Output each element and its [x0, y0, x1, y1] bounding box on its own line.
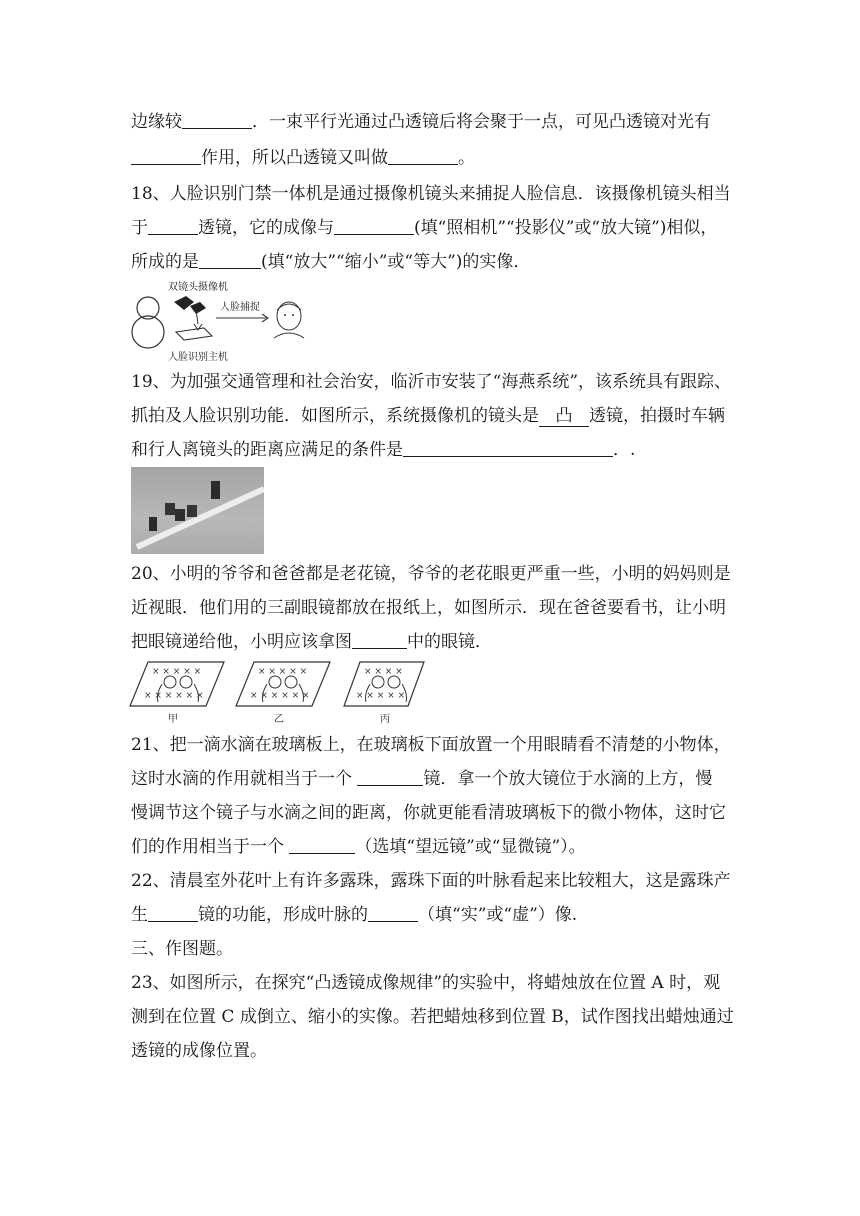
- text: 透镜，拍摄时车辆: [589, 406, 725, 426]
- answer-blank: [357, 768, 423, 786]
- q20-line-3: [131, 630, 492, 654]
- host-label: 人脸识别主机: [168, 352, 228, 363]
- text: 所成的是: [131, 252, 199, 272]
- svg-text:× × × × × ×: × × × × × ×: [144, 691, 204, 701]
- svg-text:× × × × ×: × × × × ×: [356, 691, 406, 701]
- svg-text:× × × × × ×: × × × × × ×: [250, 691, 310, 701]
- text: 作用，所以凸透镜又叫做: [201, 148, 388, 168]
- q19-line-2: [131, 404, 725, 428]
- svg-text:× × × × ×: × × × × ×: [152, 667, 202, 677]
- section-heading: 三、作图题。: [131, 939, 233, 959]
- answer-blank: [131, 147, 201, 165]
- text: 于: [131, 218, 148, 238]
- q21-line-4: [131, 835, 586, 859]
- glasses-yi: [236, 662, 330, 706]
- text: ．一束平行光通过凸透镜后将会聚于一点，可见凸透镜对光有: [252, 112, 711, 132]
- text: 边缘较: [131, 112, 182, 132]
- q17-line-2: [131, 146, 475, 170]
- traffic-camera-photo: [131, 467, 264, 554]
- q19-line-3: [131, 438, 635, 462]
- text: 镜．拿一个放大镜位于水滴的上方，慢: [423, 769, 713, 789]
- text: （选填“望远镜”或“显微镜”）。: [355, 837, 586, 857]
- q23-line-3: 透镜的成像位置。: [131, 1041, 267, 1061]
- answer-blank: [352, 631, 407, 649]
- answer-blank: [368, 904, 418, 922]
- glasses-jia: [130, 662, 224, 706]
- q23-line-1: 23、如图所示，在探究“凸透镜成像规律”的实验中，将蜡烛放在位置 A 时，观: [131, 973, 721, 993]
- answer-blank: [388, 147, 458, 165]
- traffic-camera-illustration: [131, 467, 264, 554]
- q19-line-1: 19、为加强交通管理和社会治安，临沂市安装了“海燕系统”，该系统具有跟踪、: [131, 372, 732, 392]
- text: 和行人离镜头的距离应满足的条件是: [131, 440, 403, 460]
- text: 抓拍及人脸识别功能．如图所示，系统摄像机的镜头是: [131, 406, 539, 426]
- answer-blank: [182, 111, 252, 129]
- text: 透镜，它的成像与: [198, 218, 334, 238]
- text: 镜的功能，形成叶脉的: [198, 905, 368, 925]
- face-recognition-diagram: [128, 280, 328, 360]
- q18-line-1: 18、人脸识别门禁一体机是通过摄像机镜头来捕捉人脸信息．该摄像机镜头相当: [131, 184, 731, 204]
- answer-blank: [148, 904, 198, 922]
- q18-line-2: [131, 216, 717, 240]
- text: 中的眼镜．: [407, 632, 492, 652]
- q21-line-3: 慢调节这个镜子与水滴之间的距离，你就更能看清玻璃板下的微小物体，这时它: [131, 803, 726, 823]
- answer-blank: [148, 217, 198, 235]
- svg-text:× × × × ×: × × × × ×: [258, 667, 308, 677]
- q17-line-1: [131, 110, 711, 134]
- q22-line-2: [131, 903, 577, 927]
- answer-blank: [334, 217, 414, 235]
- text: 们的作用相当于一个: [131, 837, 290, 857]
- answer-blank: [289, 836, 355, 854]
- capture-label: 人脸捕捉: [220, 302, 260, 313]
- glasses-figure: [128, 658, 428, 724]
- q18-line-3: [131, 250, 530, 274]
- text: 生: [131, 905, 148, 925]
- label-jia: 甲: [168, 714, 178, 725]
- text: ．.: [613, 440, 636, 460]
- q21-line-2: [131, 767, 712, 791]
- svg-text:× × × ×: × × × ×: [364, 667, 403, 677]
- answer-blank: [403, 439, 613, 457]
- text: 。: [458, 148, 475, 168]
- glasses-bing: [344, 662, 424, 706]
- q22-line-1: 22、清晨室外花叶上有许多露珠，露珠下面的叶脉看起来比较粗大，这是露珠产: [131, 871, 731, 891]
- q21-line-1: 21、把一滴水滴在玻璃板上，在玻璃板下面放置一个用眼睛看不清楚的小物体，: [131, 735, 731, 755]
- label-yi: 乙: [274, 714, 284, 725]
- filled-answer: 凸: [539, 404, 589, 427]
- face-recognition-figure: [128, 280, 328, 363]
- q23-line-2: 测到在位置 C 成倒立、缩小的实像。若把蜡烛移到位置 B，试作图找出蜡烛通过: [131, 1007, 734, 1027]
- q20-line-1: 20、小明的爷爷和爸爸都是老花镜，爷爷的老花眼更严重一些，小明的妈妈则是: [131, 564, 731, 584]
- answer-blank: [199, 251, 261, 269]
- camera-label: 双镜头摄像机: [168, 282, 228, 293]
- text: (填“放大”“缩小”或“等大”)的实像．: [261, 252, 531, 272]
- text: 把眼镜递给他，小明应该拿图: [131, 632, 352, 652]
- text: (填“照相机”“投影仪”或“放大镜”)相似，: [414, 218, 718, 238]
- label-bing: 丙: [380, 714, 390, 725]
- text: （填“实”或“虚”）像.: [418, 905, 578, 925]
- q20-line-2: 近视眼．他们用的三副眼镜都放在报纸上，如图所示．现在爸爸要看书，让小明: [131, 598, 726, 618]
- text: 这时水滴的作用就相当于一个: [131, 769, 358, 789]
